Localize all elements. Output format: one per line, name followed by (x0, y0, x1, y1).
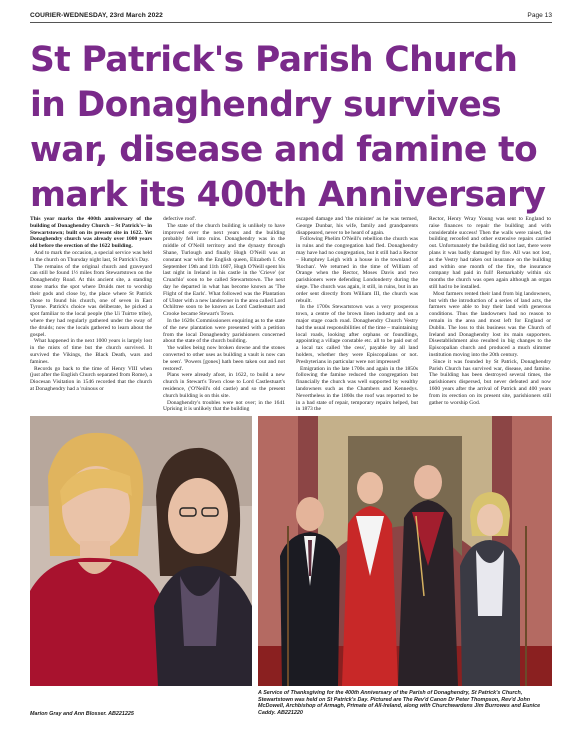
photo-caption-left: Marion Gray and Ann Blosser. AB221225 (30, 711, 134, 717)
article-paragraph: Since it was founded by St Patrick, Donaghendry Parish Church has survived war, disease, and famine. The building has been destroyed several times, the parishioners dispersed, but never defeated and now 1600 years after the arrival of Patrick and 400 years from its erection on its present site, parishioners still gather to worship God. (429, 358, 551, 406)
photo-church-group (258, 416, 552, 686)
article-paragraph: Donaghendry's troubles were not over; in the 1641 Uprising it is unlikely that the building (163, 399, 285, 413)
masthead (30, 10, 552, 22)
article-paragraph: Records go back to the time of Henry VIII when (just after the English Church separated from Rome), a Diocesan Visitation in 1546 recorded that the church at Donaghendry had a 'ruinous or (30, 365, 152, 392)
publication-date: COURIER-WEDNESDAY, 23rd March 2022 (30, 12, 163, 19)
article-paragraph: In the 1620s Commissioners enquiring as to the state of the new plantation were presented with a petition from the local Donaghendry parishioners concerned about the state of the church building. (163, 317, 285, 345)
photo-row (30, 416, 552, 686)
article-paragraph: Plans were already afoot, in 1622, to build a new church in Stewart's Town close to Lord Castlestuart's residence, ('O'Neill's old castle) and so the present church building is on this site. (163, 372, 285, 399)
article-paragraph: Most farmers rented their land from big landowners, but with the introduction of a series of land acts, the farmers were able to buy their land with generous conditions. Thus the landowners had no reason to remain in the area and most left for England or Dublin. The loss to this business was the Church of Ireland and Donaghendry lost its main supporters. Disestablishment also resulted in big changes to the Episcopalian church and produced a much slimmer institution moving into the 20th century. (429, 290, 551, 358)
article-column-2 (163, 216, 285, 413)
photo-two-women-image (30, 416, 252, 686)
masthead-rule (30, 22, 552, 23)
article-paragraph: escaped damage and 'the minister' as he was termed, George Dunbar, his wife, family and grandparents disappeared, never to be heard of again. (296, 216, 418, 236)
article-paragraph: Emigration in the late 1700s and again in the 1850s following the famine reduced the congregation but financially the church was well supported by wealthy landowners such as the Chambers and Kennedys. Nevertheless in the 1860s the roof was reported to be in a bad state of repair, temporary repairs helped, but in 1873 the (296, 365, 418, 413)
article-paragraph: defective roof'. (163, 216, 197, 222)
headline: St Patrick's Parish Church in Donaghendry survives war, disease and famine to mark its 400th Anniversary (30, 40, 546, 215)
article-column-1 (30, 216, 152, 396)
article-paragraph: The remains of the original church and graveyard can still be found 1½ miles from Stewartstown on the Donaghendry Road. At this ancient site, a standing stone marks the spot where Druids met to worship their gods and close by, the place where St Patrick chose to found his church, one of seven in East Tyrone. Patrick's choice was deliberate, he picked a spot familiar to the local people (the Ui Tuirtre tribe), where they had regularly gathered under the sway of the druids; now the locals gathered to learn about the gospel. (30, 263, 152, 338)
article-paragraph: In the 1700s Stewartstown was a very prosperous town, a centre of the brown linen industry and on a major stage coach road. Donaghendry Church Vestry had the usual responsibilities of the time – maintaining local roads, looking after orphans or foundlings, appointing a village constable etc. all to be paid out of a local tax called 'the cess', payable by all land holders, whether they were Episcopalians or not. Presbyterians in particular were not impressed! (296, 304, 418, 365)
article-column-4 (429, 216, 551, 406)
article-body (30, 216, 552, 413)
article-paragraph: Rector, Henry Wray Young was sent to England to raise finances to repair the building and with considerable success! Then the walls were raised, the building reroofed and other extensive repairs carried out. Unfortunately the building did not last, there were plans it was badly damaged by fire. All was not lost, as the Vestry had taken out insurance on the building and within one month of the fire, the insurance company had paid in full! Remarkably within six months the church was open again although an organ still had to be installed. (429, 216, 551, 290)
article-paragraph: What happened in the next 1000 years is largely lost in the mists of time but the church survived. It survived the Vikings, the Black Death, wars and famines. (30, 338, 152, 365)
photo-church-group-image (258, 416, 552, 686)
photo-caption-right: A Service of Thanksgiving for the 400th Anniversary of the Parish of Donaghendry, St Patrick's Church, Stewartstown was held on St Patrick's Day. Pictured are The Rev'd Canon Dr Peter Thompson, Rev'd John McDowell, Archbishop of Armagh, Primate of All-Ireland, along with Churchwardens Jim Burrowes and Eunice Caddy. AB221220 (258, 690, 541, 716)
article-paragraph: Following Phelim O'Neill's rebellion the church was in ruins and the congregation had fled. Donaghendry may have had no congregation, but it still had a Rector – Humphrey Leigh with a house in the townland of 'Rochan'. We returned in the time of William of Orange when the Rector, Moses Davis and two parishioners were defending Londonderry during the siege. The church was again, it still, in ruins, but in an order sent directly from William III, the church was rebuilt. (296, 236, 418, 304)
photo-two-women (30, 416, 252, 686)
article-lead: This year marks the 400th anniversary of the building of Donaghendry Church – St Patrick's– in Stewartstown; built on its present site in 1622. Yet Donaghendry church was already over 1000 years old before the erection of the 1622 building. (30, 216, 152, 250)
article-paragraph: The state of the church building is unlikely to have improved over the next years and the building probably fell into ruins. Donaghendry was in the middle of O'Neill territory and the dynasty through Shane, Turlough and finally Hugh O'Neill was at constant war with the English queen, Elizabeth I. On September 19th and 11th 1607, Hugh O'Neill spent his last night in Ireland in his castle in the 'Crieve' (or Cruachlo' soon to be called Stewartstown. The next day he departed in what has become known as 'The Flight of the Earls'. What followed was the Plantation of Ulster with a new landowner in the area called Lord Ochiltree soon to be known as Lord Castlestuart and Crooke became Stewart's Town. (163, 222, 285, 318)
article-paragraph: 'the walles being now broken downe and the stones converted to other uses as building a vault is now can be seen'. 'Powers [gones] hath been taken out and not restored'. (163, 345, 285, 372)
page-number: Page 13 (527, 12, 552, 19)
article-column-3 (296, 216, 418, 413)
article-paragraph: And to mark the occasion, a special service was held in the church on Thursday night last, St Patrick's Day. (30, 249, 152, 263)
